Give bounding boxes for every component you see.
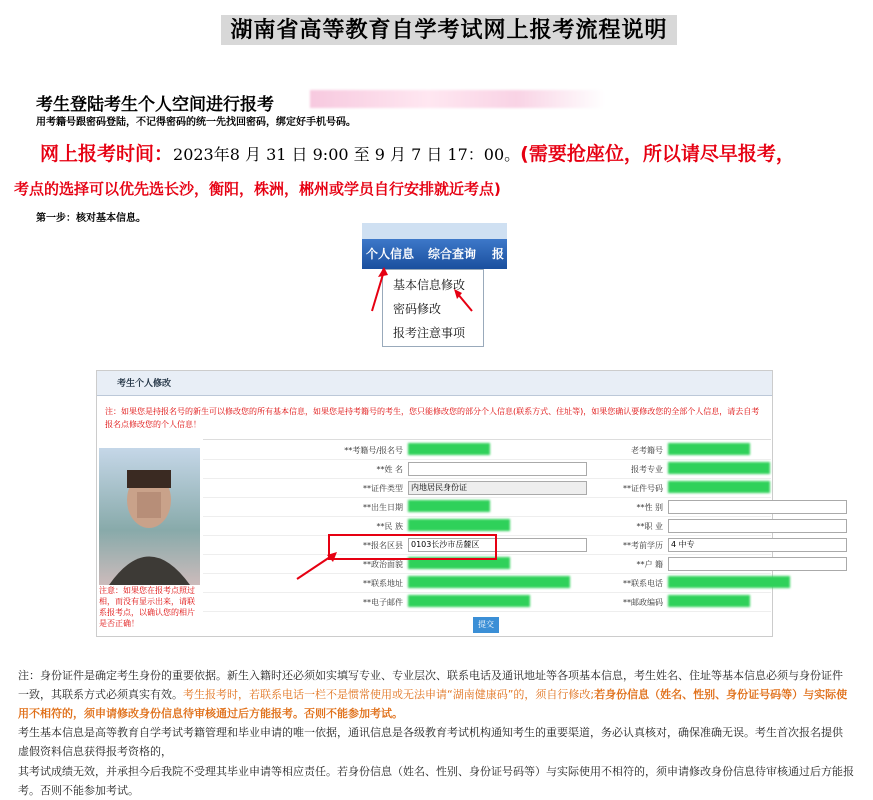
para-text: 注：身份证件是确定考生身份的重要依据。新生入籍时还必须如实填写专业、专业层次、联系电话及通讯地址等各项基本信息，考生姓名、住址等基本信息必须与身份证件一致，其联系方式必须真实有效。 <box>18 669 843 701</box>
form-row <box>203 516 771 536</box>
tab-query[interactable]: 综合查询 <box>428 247 477 261</box>
highlight-box <box>328 534 497 560</box>
field-label: **证件号码 <box>623 484 663 493</box>
time-notice-cont: 考点的选择可以优先选长沙，衡阳，株洲，郴州或学员自行安排就近考点) <box>14 180 501 198</box>
form-row <box>203 459 771 479</box>
photo-avatar <box>99 448 200 585</box>
section-heading: 考生登陆考生个人空间进行报考 <box>36 95 274 115</box>
para-orange: 考生报考时，若联系电话一栏不是惯常使用或无法申请“湖南健康码”的，须自行修改; <box>183 688 595 701</box>
field-label: **联系地址 <box>363 579 403 588</box>
field-label: 老考籍号 <box>631 446 663 455</box>
major-input[interactable] <box>668 462 770 474</box>
field-label: **证件类型 <box>363 484 403 493</box>
paragraph-1 <box>18 666 848 723</box>
field-label: **邮政编码 <box>623 598 663 607</box>
paragraph-3: 其考试成绩无效，并承担今后我院不受理其毕业申请等相应责任。若身份信息（姓名、性别、身份证号码等）与实际使用不相符的，须申请修改身份信息待审核通过后方能报考。否则不能参加考试。 <box>18 765 854 797</box>
photo-note: 注意：如果您在报考点照过相，而没有显示出来，请联系报考点，以确认您的相片是否正确！ <box>99 585 200 635</box>
time-notice: (需要抢座位，所以请尽早报考， <box>520 143 795 165</box>
field-label: **联系电话 <box>623 579 663 588</box>
field-label: **电子邮件 <box>363 598 403 607</box>
field-label: **户 籍 <box>636 560 663 569</box>
form-row <box>203 497 771 517</box>
id-number-input[interactable] <box>668 481 770 493</box>
menu-screenshot <box>362 223 507 345</box>
form-grid <box>203 439 771 612</box>
email-input[interactable] <box>408 595 530 607</box>
exam-id-input[interactable] <box>408 443 490 455</box>
address-input[interactable] <box>408 576 570 588</box>
field-label: **民 族 <box>376 522 403 531</box>
para-red: 若身份信息（姓名、性别、身份证号码等）与实际使用不相符的，须申请修改身份信息待审核通过后方能报考。否则不能参加考试。 <box>18 688 848 720</box>
name-input[interactable] <box>408 462 587 476</box>
field-label: **职 业 <box>636 522 663 531</box>
login-note: 用考籍号跟密码登陆，不记得密码的统一先找回密码，绑定好手机号码。 <box>36 117 356 128</box>
form-note: 注：如果您是持报名号的新生可以修改您的所有基本信息，如果您是持考籍号的考生，您只能修改您的部分个人信息(联系方式、住址等)，如果您确认要修改您的全部个人信息，请去自考报名点修改您的个人信息！ <box>105 407 760 429</box>
field-label: **性 别 <box>636 503 663 512</box>
redacted-text <box>310 90 605 108</box>
id-type-select[interactable]: 内地居民身份证 <box>408 481 587 495</box>
household-select[interactable] <box>668 557 847 571</box>
birthdate-input[interactable] <box>408 500 490 512</box>
menu-top-strip <box>362 223 507 239</box>
menu-item-notice[interactable]: 报考注意事项 <box>393 326 466 340</box>
tab-register[interactable]: 报 <box>492 247 505 261</box>
menu-item-basic-info[interactable]: 基本信息修改 <box>393 278 466 292</box>
submit-button[interactable]: 提交 <box>473 617 499 633</box>
gender-select[interactable] <box>668 500 847 514</box>
postcode-input[interactable] <box>668 595 750 607</box>
registration-time <box>40 139 795 166</box>
form-screenshot <box>96 370 773 637</box>
red-arrows-icon <box>362 263 507 345</box>
old-exam-id-input[interactable] <box>668 443 750 455</box>
red-arrow-icon <box>293 549 343 583</box>
phone-input[interactable] <box>668 576 790 588</box>
tab-personal-info[interactable]: 个人信息 <box>366 247 415 261</box>
field-label: **考前学历 <box>623 541 663 550</box>
page-title: 湖南省高等教育自学考试网上报考流程说明 <box>221 15 677 45</box>
field-label: 报考专业 <box>631 465 663 474</box>
field-label: **出生日期 <box>363 503 403 512</box>
field-label: **考籍号/报名号 <box>344 446 403 455</box>
field-label: **报名区县 <box>363 541 403 550</box>
step-one: 第一步：核对基本信息。 <box>36 213 146 224</box>
form-row <box>203 478 771 498</box>
education-select[interactable]: 4 中专 <box>668 538 847 552</box>
form-row <box>203 440 771 460</box>
ethnicity-select[interactable] <box>408 519 510 531</box>
occupation-select[interactable] <box>668 519 847 533</box>
person-photo-icon <box>99 448 200 585</box>
form-header <box>97 371 772 396</box>
form-row <box>203 592 771 612</box>
form-row <box>203 573 771 593</box>
menu-item-password[interactable]: 密码修改 <box>393 302 442 316</box>
time-value: 2023年8 月 31 日 9:00 至 9 月 7 日 17：00。 <box>173 145 521 164</box>
district-select[interactable]: 0103长沙市岳麓区 <box>408 538 587 552</box>
field-label: **姓 名 <box>376 465 403 474</box>
field-label: **政治面貌 <box>363 560 403 569</box>
form-header-title: 考生个人修改 <box>117 379 172 389</box>
paragraph-2: 考生基本信息是高等教育自学考试考籍管理和毕业申请的唯一依据，通讯信息是各级教育考试机构通知考生的重要渠道，务必认真核对，确保准确无误。考生首次报名提供虚假资料信息获得报考资格的， <box>18 726 843 758</box>
time-label: 网上报考时间： <box>40 143 174 165</box>
